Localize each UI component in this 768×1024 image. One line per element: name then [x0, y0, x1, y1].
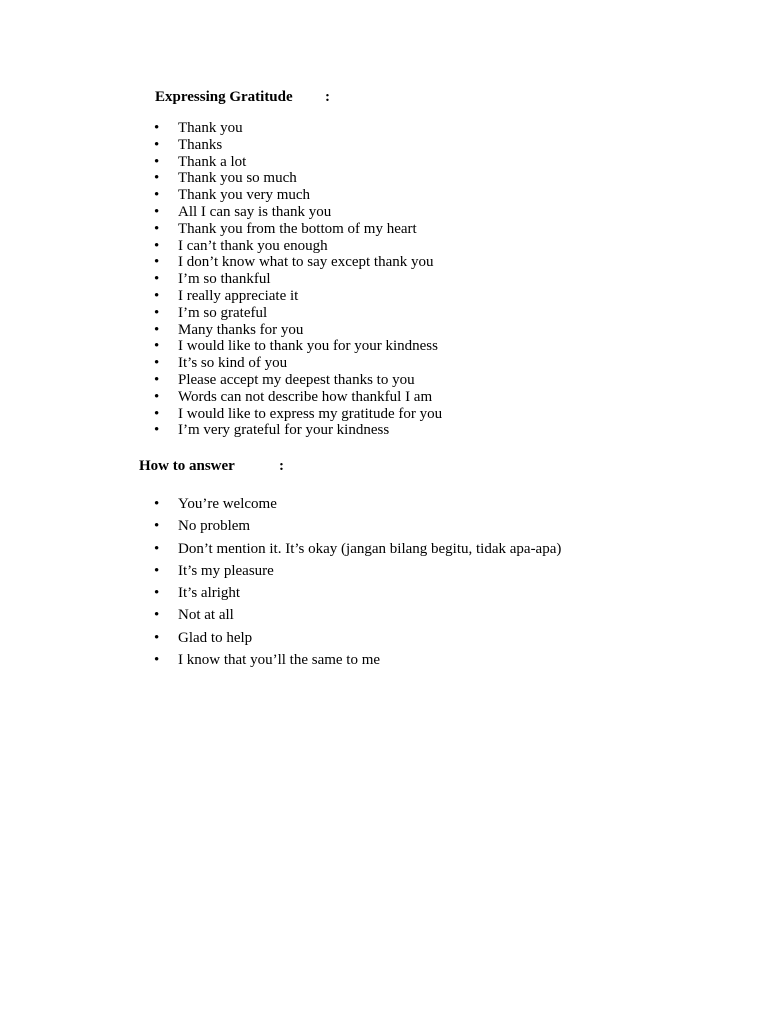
bullet-icon: •	[154, 585, 160, 602]
list-item: • I would like to express my gratitude for you	[154, 405, 443, 422]
bullet-icon: •	[154, 187, 160, 204]
list-item: • It’s alright	[154, 582, 561, 604]
bullet-icon: •	[154, 153, 160, 170]
bullet-icon: •	[154, 120, 160, 136]
bullet-icon: •	[154, 254, 160, 271]
list-item: • Don’t mention it. It’s okay (jangan bilang begitu, tidak apa-apa)	[154, 538, 561, 560]
bullet-icon: •	[154, 237, 160, 254]
list-item: • All I can say is thank you	[154, 203, 332, 220]
answer-expressions-list	[154, 493, 561, 671]
heading-how-to-answer-colon: :	[279, 458, 284, 474]
list-item: • No problem	[154, 515, 561, 537]
bullet-icon: •	[154, 136, 160, 153]
bullet-icon: •	[154, 518, 160, 535]
bullet-icon: •	[154, 170, 160, 187]
list-item: • I don’t know what to say except thank you	[154, 254, 434, 271]
bullet-icon: •	[154, 496, 160, 512]
list-item: • Glad to help	[154, 627, 561, 649]
list-item: • I really appreciate it	[154, 287, 299, 304]
bullet-icon: •	[154, 287, 160, 304]
bullet-icon: •	[154, 629, 160, 646]
bullet-icon: •	[154, 540, 160, 557]
bullet-icon: •	[154, 652, 160, 669]
heading-expressing-gratitude-colon: :	[325, 89, 330, 105]
heading-expressing-gratitude	[155, 88, 330, 106]
bullet-icon: •	[154, 405, 160, 422]
gratitude-expressions-list	[154, 120, 442, 439]
bullet-icon: •	[154, 371, 160, 388]
list-item: • Thank you so much	[154, 170, 297, 187]
list-item: • Please accept my deepest thanks to you	[154, 371, 415, 388]
list-item: • Thank you	[154, 120, 243, 136]
list-item: • I’m so grateful	[154, 304, 268, 321]
bullet-icon: •	[154, 304, 160, 321]
list-item: • You’re welcome	[154, 493, 561, 515]
list-item: • Thank a lot	[154, 153, 247, 170]
bullet-icon: •	[154, 321, 160, 338]
list-item: • Not at all	[154, 604, 561, 626]
list-item: • It’s so kind of you	[154, 355, 288, 372]
list-item: • Thanks	[154, 136, 223, 153]
list-item: • Many thanks for you	[154, 321, 304, 338]
bullet-icon: •	[154, 422, 160, 439]
list-item: • Thank you very much	[154, 187, 311, 204]
bullet-icon: •	[154, 271, 160, 288]
bullet-icon: •	[154, 388, 160, 405]
bullet-icon: •	[154, 355, 160, 372]
heading-how-to-answer-text: How to answer	[139, 458, 235, 474]
list-item: • I’m so thankful	[154, 271, 271, 288]
bullet-icon: •	[154, 338, 160, 355]
list-item: • I’m very grateful for your kindness	[154, 422, 390, 439]
list-item: • It’s my pleasure	[154, 560, 561, 582]
list-item: • Words can not describe how thankful I am	[154, 388, 433, 405]
bullet-icon: •	[154, 220, 160, 237]
heading-expressing-gratitude-text: Expressing Gratitude	[155, 89, 293, 105]
list-item: • I know that you’ll the same to me	[154, 649, 561, 671]
list-item: • I would like to thank you for your kindness	[154, 338, 438, 355]
heading-how-to-answer	[139, 457, 284, 475]
list-item: • Thank you from the bottom of my heart	[154, 220, 417, 237]
bullet-icon: •	[154, 562, 160, 579]
list-item: • I can’t thank you enough	[154, 237, 328, 254]
bullet-icon: •	[154, 607, 160, 624]
bullet-icon: •	[154, 203, 160, 220]
